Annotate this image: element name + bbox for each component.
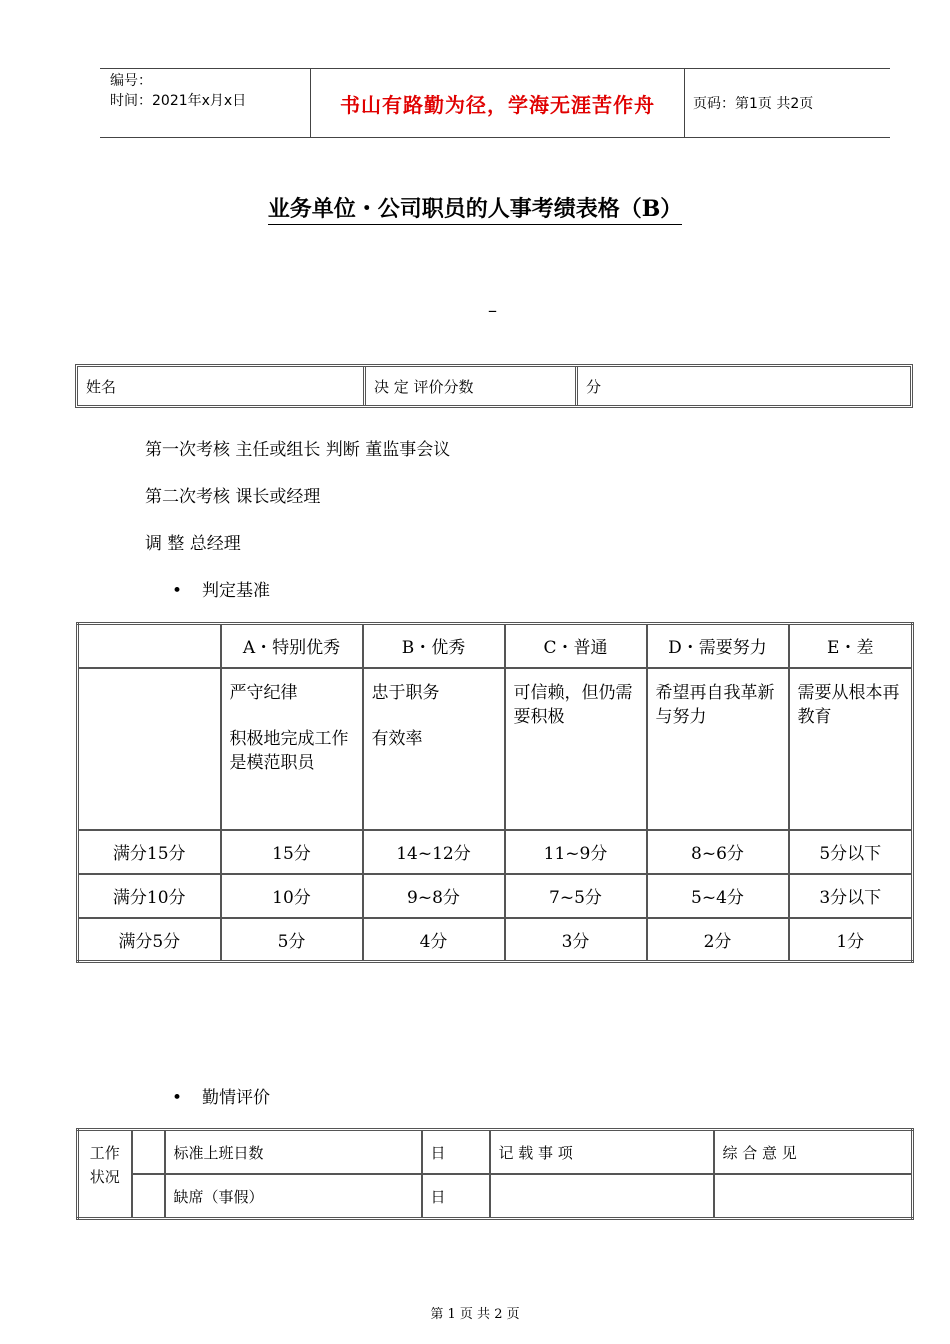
score-cell: 7~5分	[505, 874, 647, 918]
time-label: 时间：2021年x月x日	[110, 93, 247, 109]
criteria-table	[76, 622, 914, 963]
score-row	[78, 918, 913, 962]
score-row	[78, 874, 913, 918]
score-cell: 15分	[221, 830, 363, 874]
desc-text: 积极地完成工作是模范职员	[229, 728, 349, 773]
score-row	[78, 830, 913, 874]
desc-text: 有效率	[371, 728, 423, 749]
grade-desc	[363, 668, 505, 830]
grade-desc	[221, 668, 363, 830]
grade-header: D・需要努力	[647, 624, 789, 668]
empty-cell	[78, 668, 221, 830]
score-cell: 5~4分	[647, 874, 789, 918]
section-criteria-text: 判定基准	[202, 581, 270, 601]
score-cell: 4分	[363, 918, 505, 962]
standard-days-label: 标准上班日数	[165, 1130, 422, 1175]
row-label: 满分15分	[78, 830, 221, 874]
score-cell: 3分以下	[789, 874, 913, 918]
score-cell: 11~9分	[505, 830, 647, 874]
grade-header: C・普通	[505, 624, 647, 668]
desc-text: 希望再自我革新与努力	[655, 682, 775, 727]
grade-desc	[789, 668, 913, 830]
work-status-label	[78, 1130, 132, 1219]
number-label: 编号：	[110, 73, 152, 89]
page-info: 页码：第1页 共2页	[693, 96, 814, 112]
desc-text: 可信赖，但仍需要积极	[513, 682, 633, 727]
criteria-header-row	[78, 624, 913, 668]
page-header	[100, 68, 890, 138]
page-footer: 第 1 页 共 2 页	[430, 1307, 520, 1322]
score-cell: 2分	[647, 918, 789, 962]
doc-title-text: 业务单位・公司职员的人事考绩表格（B）	[268, 196, 683, 225]
row-label: 满分10分	[78, 874, 221, 918]
header-meta	[100, 69, 311, 137]
score-cell: 9~8分	[363, 874, 505, 918]
grade-desc	[505, 668, 647, 830]
score-cell: 14~12分	[363, 830, 505, 874]
work-status-text: 工作状况	[89, 1144, 120, 1186]
score-unit: 分	[586, 377, 602, 396]
adjust-line: 调 整 总经理	[145, 534, 241, 554]
check-cell	[132, 1174, 165, 1219]
first-review-line: 第一次考核 主任或组长 判断 董监事会议	[145, 440, 451, 460]
name-label: 姓名	[78, 367, 366, 405]
attendance-row	[78, 1174, 913, 1219]
day-unit: 日	[422, 1174, 490, 1219]
section-criteria-heading	[172, 576, 270, 601]
record-label: 记 载 事 项	[490, 1130, 714, 1175]
criteria-desc-row	[78, 668, 913, 830]
grade-desc	[647, 668, 789, 830]
doc-title	[0, 192, 950, 223]
score-cell: 3分	[505, 918, 647, 962]
grade-header: B・优秀	[363, 624, 505, 668]
second-review-line: 第二次考核 课长或经理	[145, 487, 321, 507]
record-cell	[490, 1174, 714, 1219]
row-label: 满分5分	[78, 918, 221, 962]
section-attendance-heading	[172, 1083, 270, 1108]
score-label: 决 定 评价分数	[366, 367, 578, 405]
grade-header: A・特别优秀	[221, 624, 363, 668]
desc-text: 需要从根本再教育	[797, 682, 900, 727]
score-cell: 8~6分	[647, 830, 789, 874]
score-cell: 10分	[221, 874, 363, 918]
score-cell: 5分	[221, 918, 363, 962]
attendance-table	[76, 1128, 914, 1220]
opinion-label: 综 合 意 见	[714, 1130, 913, 1175]
dash-mark: –	[488, 300, 497, 321]
score-cell: 1分	[789, 918, 913, 962]
motto: 书山有路勤为径，学海无涯苦作舟	[311, 69, 685, 137]
corner-cell	[78, 624, 221, 668]
score-cell: 5分以下	[789, 830, 913, 874]
desc-text: 忠于职务	[371, 682, 440, 703]
check-cell	[132, 1130, 165, 1175]
grade-header: E・差	[789, 624, 913, 668]
absence-label: 缺席（事假）	[165, 1174, 422, 1219]
attendance-row	[78, 1130, 913, 1175]
opinion-cell	[714, 1174, 913, 1219]
name-score-table	[75, 364, 913, 408]
day-unit: 日	[422, 1130, 490, 1175]
section-attendance-text: 勤情评价	[202, 1088, 270, 1108]
desc-text: 严守纪律	[229, 682, 298, 703]
